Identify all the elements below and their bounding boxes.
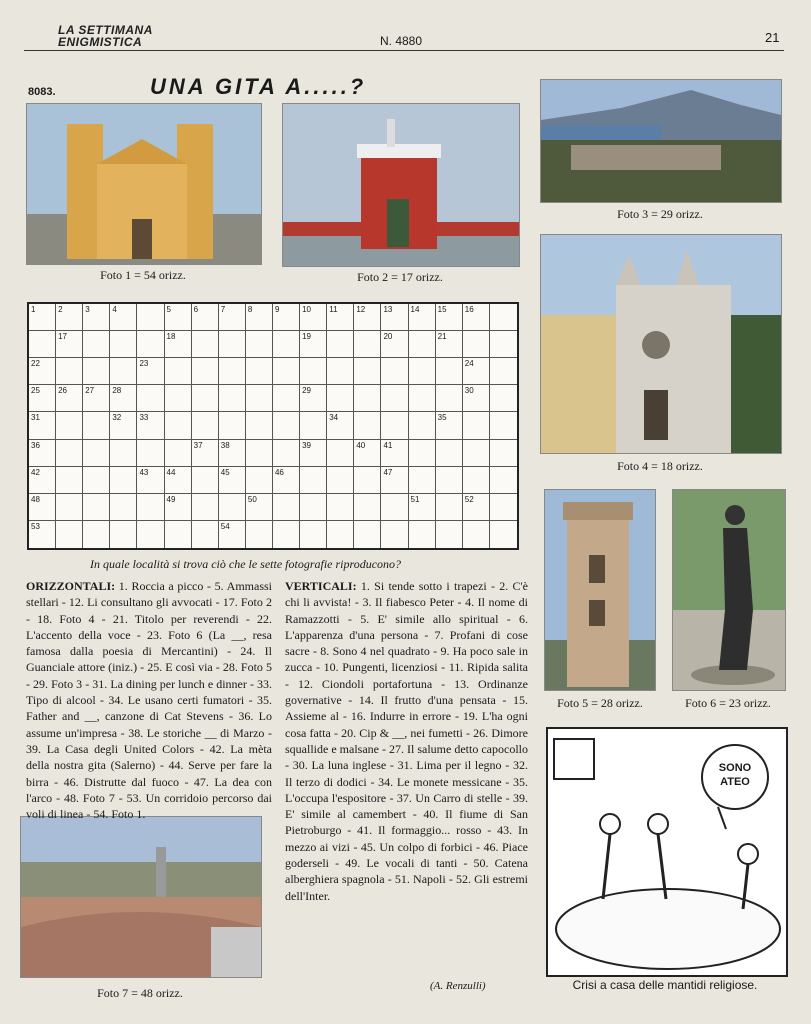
grid-cell: [463, 412, 490, 439]
grid-cell: [83, 304, 110, 331]
grid-cell-number: 44: [166, 467, 176, 477]
author-credit: (A. Renzulli): [430, 980, 486, 992]
grid-cell-number: 31: [31, 413, 40, 423]
gothic-church-photo: [541, 235, 781, 453]
grid-cell: [327, 467, 354, 494]
grid-cell: [463, 331, 490, 358]
grid-cell: [246, 304, 273, 331]
grid-cell: [381, 494, 408, 521]
grid-cell: [165, 331, 192, 358]
grid-cell-number: 28: [112, 386, 122, 396]
grid-cell: [381, 331, 408, 358]
grid-cell-number: 49: [166, 494, 176, 504]
grid-cell: [56, 467, 83, 494]
grid-cell-number: 34: [329, 413, 339, 423]
grid-cell: [29, 331, 56, 358]
grid-cell-number: 2: [58, 305, 63, 314]
masthead: [58, 24, 153, 48]
grid-cell-number: 52: [464, 494, 474, 504]
crossword-grid: [27, 302, 519, 550]
grid-cell-number: 19: [302, 332, 312, 342]
grid-cell: [137, 358, 164, 385]
grid-cell: [354, 440, 381, 467]
grid-cell-number: 40: [356, 440, 366, 450]
photo-7-caption: Foto 7 = 48 orizz.: [97, 986, 183, 1000]
grid-cell-number: 21: [437, 332, 447, 342]
grid-cell: [219, 412, 246, 439]
grid-cell: [165, 304, 192, 331]
grid-cell: [273, 494, 300, 521]
cartoon: [546, 727, 788, 977]
cartoon-caption: Crisi a casa delle mantidi religiose.: [572, 978, 758, 992]
grid-cell: [137, 521, 164, 548]
grid-cell: [273, 331, 300, 358]
grid-cell: [490, 440, 517, 467]
grid-cell-number: 39: [302, 440, 312, 450]
grid-cell-number: 8: [247, 305, 253, 314]
verticali-text: 1. Si tende sotto i trapezi - 2. C'è chi li avvista! - 3. Il fiabesco Peter - 4. Il nome di Ramazzotti - 5. E' simile allo spiritual - 6. L'apparenza d'una persona - 7. Profani di cose sacre - 8. Sono 4 nel quadrato - 9. Ha poco sale in zucca - 10. Pungenti, licenziosi - 11. Ripida salita - 12. Ciondoli portafortuna - 13. Ordinanze governative - 14. Il frutto d'una pensata - 15. Assieme al - 16. Indurre in errore - 19. L'ha ogni cosa fatta - 20. Cip & __, nei fumetti - 26. Dimore squallide e malsane - 27. Il salume detto capocollo - 30. La luna inglese - 31. Lima per il legno - 32. Il terzo di dodici - 34. Le monete messicane - 35. L'occupa l'espositore - 37. Un Carro di stelle - 39. E' simile al camembert - 40. Il fiume di San Pietroburgo - 41. Il formaggio... rosso - 43. In mezzo ai vizi - 45. Un colpo di forbici - 46. Piace goderseli - 49. Le vocali di tanti - 50. Catena alberghiera spagnola - 51. Napoli - 52. Gli estremi dell'Inter.: [285, 579, 529, 903]
grid-cell-number: 33: [139, 413, 149, 423]
photo-5-caption: Foto 5 = 28 orizz.: [557, 696, 643, 710]
grid-cell-number: 24: [464, 359, 474, 369]
grid-cell: [110, 521, 137, 548]
photo-4: [540, 234, 782, 454]
grid-cell-number: 51: [410, 494, 420, 504]
grid-cell: [83, 358, 110, 385]
grid-cell: [83, 385, 110, 412]
grid-cell: [300, 521, 327, 548]
grid-cell-number: 4: [112, 305, 117, 314]
grid-cell: [381, 385, 408, 412]
grid-cell: [300, 358, 327, 385]
grid-cell: [110, 385, 137, 412]
grid-cell-number: 25: [31, 386, 40, 396]
grid-cell: [192, 521, 219, 548]
grid-cell: [56, 385, 83, 412]
photo-1: [26, 103, 262, 265]
grid-cell: [354, 385, 381, 412]
grid-cell-number: 6: [193, 305, 199, 314]
grid-cell: [463, 467, 490, 494]
grid-cell-number: 54: [220, 521, 230, 531]
grid-cell: [219, 331, 246, 358]
grid-cell: [327, 358, 354, 385]
grid-cell: [273, 385, 300, 412]
grid-cell: [463, 358, 490, 385]
grid-cell: [409, 467, 436, 494]
grid-cell: [246, 331, 273, 358]
photo-3-caption: Foto 3 = 29 orizz.: [617, 207, 703, 221]
grid-cell: [300, 331, 327, 358]
photo-4-caption: Foto 4 = 18 orizz.: [617, 459, 703, 473]
grid-cell: [327, 331, 354, 358]
grid-cell: [436, 358, 463, 385]
grid-cell: [56, 521, 83, 548]
grid-cell: [463, 385, 490, 412]
masthead-line2: ENIGMISTICA: [58, 35, 143, 49]
grid-cell: [110, 358, 137, 385]
grid-cell: [354, 358, 381, 385]
grid-cell: [436, 331, 463, 358]
grid-cell: [165, 494, 192, 521]
grid-cell-number: 13: [383, 305, 393, 314]
grid-cell: [110, 412, 137, 439]
grid-cell-number: 47: [383, 467, 393, 477]
grid-cell-number: 37: [193, 440, 203, 450]
clues-column-1: [26, 578, 273, 822]
grid-cell: [381, 521, 408, 548]
grid-cell: [300, 304, 327, 331]
grid-cell: [29, 412, 56, 439]
grid-cell: [300, 385, 327, 412]
grid-cell: [83, 412, 110, 439]
grid-cell: [165, 467, 192, 494]
grid-cell-number: 7: [220, 305, 226, 314]
photo-1-caption: Foto 1 = 54 orizz.: [100, 268, 186, 282]
grid-cell-number: 27: [85, 386, 95, 396]
grid-cell: [137, 440, 164, 467]
grid-cell: [327, 494, 354, 521]
grid-cell: [29, 440, 56, 467]
grid-cell-number: 3: [85, 305, 90, 314]
grid-cell: [273, 358, 300, 385]
grid-cell: [327, 412, 354, 439]
grid-cell: [246, 494, 273, 521]
grid-cell: [463, 494, 490, 521]
grid-cell: [110, 304, 137, 331]
grid-cell: [29, 358, 56, 385]
grid-cell: [354, 412, 381, 439]
grid-cell: [56, 358, 83, 385]
grid-cell: [327, 304, 354, 331]
grid-cell: [436, 304, 463, 331]
grid-cell: [436, 467, 463, 494]
grid-cell: [463, 304, 490, 331]
grid-cell: [463, 521, 490, 548]
grid-cell: [354, 494, 381, 521]
amphitheatre-square-photo: [21, 817, 261, 977]
grid-cell: [490, 467, 517, 494]
grid-cell: [354, 521, 381, 548]
woman-statue-photo: [673, 490, 785, 690]
grid-cell: [29, 494, 56, 521]
grid-cell: [192, 412, 219, 439]
grid-cell: [246, 412, 273, 439]
grid-cell: [192, 467, 219, 494]
grid-cell: [165, 385, 192, 412]
grid-cell: [273, 440, 300, 467]
grid-cell-number: 43: [139, 467, 149, 477]
coastal-town-photo: [541, 80, 781, 202]
grid-cell-number: 23: [139, 359, 149, 369]
grid-cell: [83, 440, 110, 467]
grid-cell-number: 46: [274, 467, 284, 477]
grid-cell: [409, 412, 436, 439]
photo-7: [20, 816, 262, 978]
grid-cell: [436, 385, 463, 412]
clues-column-2: [285, 578, 528, 990]
puzzle-question: In quale località si trova ciò che le sette fotografie riproducono?: [90, 557, 402, 571]
grid-cell: [165, 358, 192, 385]
grid-cell: [137, 304, 164, 331]
grid-cell-number: 10: [302, 305, 312, 314]
grid-cell: [354, 304, 381, 331]
grid-cell: [490, 521, 517, 548]
grid-cell: [273, 467, 300, 494]
grid-cell: [137, 494, 164, 521]
grid-cell: [436, 494, 463, 521]
grid-cell: [354, 467, 381, 494]
photo-3: [540, 79, 782, 203]
grid-cell: [246, 440, 273, 467]
grid-cell: [409, 521, 436, 548]
grid-cell-number: 17: [58, 332, 68, 342]
grid-cell: [490, 385, 517, 412]
orizzontali-heading: ORIZZONTALI:: [26, 579, 116, 593]
grid-cell: [381, 440, 408, 467]
grid-cell-number: 32: [112, 413, 122, 423]
grid-cell-number: 26: [58, 386, 68, 396]
grid-cell-number: 36: [31, 440, 40, 450]
grid-cell: [381, 358, 408, 385]
grid-cell: [192, 358, 219, 385]
grid-cell: [409, 440, 436, 467]
grid-cell-number: 38: [220, 440, 230, 450]
grid-cell: [219, 494, 246, 521]
grid-cell: [490, 358, 517, 385]
grid-cell: [219, 385, 246, 412]
grid-cell: [110, 440, 137, 467]
grid-cell: [219, 467, 246, 494]
grid-cell: [56, 331, 83, 358]
grid-cell: [490, 412, 517, 439]
grid-cell: [409, 385, 436, 412]
grid-cell: [381, 412, 408, 439]
grid-cell-number: 45: [220, 467, 230, 477]
grid-cell-number: 1: [31, 305, 36, 314]
grid-cell-number: 16: [464, 305, 474, 314]
church-twin-towers-photo: [27, 104, 261, 264]
grid-cell: [29, 467, 56, 494]
puzzle-title: UNA GITA A.....?: [150, 74, 367, 99]
grid-cell: [219, 304, 246, 331]
grid-cell: [219, 440, 246, 467]
grid-cell-number: 35: [437, 413, 447, 423]
grid-cell: [300, 467, 327, 494]
grid-cell: [219, 521, 246, 548]
grid-cell: [436, 440, 463, 467]
grid-cell: [110, 494, 137, 521]
grid-cell: [246, 358, 273, 385]
grid-cell: [29, 385, 56, 412]
grid-cell: [300, 494, 327, 521]
grid-cell: [56, 494, 83, 521]
grid-cell: [409, 331, 436, 358]
grid-cell: [56, 412, 83, 439]
photo-6: [672, 489, 786, 691]
grid-cell-number: 42: [31, 467, 40, 477]
grid-cell: [137, 467, 164, 494]
grid-cell: [246, 467, 273, 494]
grid-cell: [192, 385, 219, 412]
grid-cell: [83, 521, 110, 548]
grid-cell-number: 15: [437, 305, 447, 314]
grid-cell: [165, 412, 192, 439]
grid-cell: [192, 331, 219, 358]
lighthouse-tower-photo: [283, 104, 519, 266]
puzzle-number: 8083.: [28, 86, 56, 98]
photo-6-caption: Foto 6 = 23 orizz.: [685, 696, 771, 710]
grid-cell-number: 20: [383, 332, 393, 342]
grid-cell: [246, 521, 273, 548]
verticali-heading: VERTICALI:: [285, 579, 357, 593]
grid-cell-number: 9: [274, 305, 280, 314]
photo-2-caption: Foto 2 = 17 orizz.: [357, 270, 443, 284]
grid-cell: [192, 494, 219, 521]
grid-cell: [436, 521, 463, 548]
grid-cell-number: 41: [383, 440, 393, 450]
grid-cell: [56, 304, 83, 331]
grid-cell: [463, 440, 490, 467]
grid-cell-number: 22: [31, 359, 40, 369]
grid-cell: [110, 331, 137, 358]
grid-cell: [300, 412, 327, 439]
grid-cell-number: 53: [31, 521, 40, 531]
grid-cell: [409, 494, 436, 521]
grid-cell: [327, 440, 354, 467]
grid-cell: [29, 304, 56, 331]
speech-bubble-text: SONO ATEO: [718, 762, 752, 788]
grid-cell: [300, 440, 327, 467]
grid-cell: [137, 385, 164, 412]
grid-cell: [192, 440, 219, 467]
grid-cell-number: 29: [302, 386, 312, 396]
orizzontali-text: 1. Roccia a picco - 5. Ammassi stellari - 12. Li consultano gli avvocati - 17. Foto 2 - 18. Foto 4 - 21. Titolo per reverendi - 22. L'accento della voce - 23. Foto 6 (La __, resa famosa dalla poesia di Mercantini) - 24. Il Guanciale attore (iniz.) - 25. E così via - 28. Foto 5 - 29. Foto 3 - 31. La dining per lunch e dinner - 33. Tipo di alcool - 34. Le usano certi fumatori - 35. Father and __, canzone di Cat Stevens - 36. Lo assume un'impresa - 38. Le storiche __ di Marzo - 39. La Casa degli United Colors - 42. La mèta della nostra gita (Salerno) - 44. Serve per fare la birra - 46. Distrutte dal fuoco - 47. La dea con l'arco - 48. Foto 7 - 53. Un corridoio percorso dai voli di linea - 54. Foto 1.: [26, 579, 273, 822]
grid-cell: [354, 331, 381, 358]
grid-cell: [83, 494, 110, 521]
grid-cell: [137, 331, 164, 358]
grid-cell: [490, 304, 517, 331]
grid-cell-number: 18: [166, 332, 176, 342]
header-rule: [24, 50, 784, 51]
grid-cell-number: 30: [464, 386, 474, 396]
grid-cell: [409, 304, 436, 331]
issue-number: N. 4880: [380, 34, 423, 48]
grid-cell: [165, 440, 192, 467]
page-number: 21: [765, 30, 780, 45]
grid-cell: [273, 304, 300, 331]
masthead-line1: LA SETTIMANA: [58, 23, 153, 37]
clock-tower-photo: [545, 490, 655, 690]
grid-cell: [165, 521, 192, 548]
grid-cell: [409, 358, 436, 385]
grid-cell: [273, 521, 300, 548]
photo-2: [282, 103, 520, 267]
photo-5: [544, 489, 656, 691]
grid-cell: [327, 385, 354, 412]
grid-cell: [246, 385, 273, 412]
grid-cell: [381, 304, 408, 331]
grid-cell: [29, 521, 56, 548]
grid-cell-number: 50: [247, 494, 257, 504]
grid-cell: [83, 331, 110, 358]
grid-cell: [137, 412, 164, 439]
grid-cell: [490, 331, 517, 358]
grid-cell: [192, 304, 219, 331]
grid-cell: [381, 467, 408, 494]
grid-cell-number: 11: [329, 305, 338, 314]
grid-cell: [110, 467, 137, 494]
grid-cell: [436, 412, 463, 439]
grid-cell-number: 5: [166, 305, 171, 314]
grid-cell-number: 14: [410, 305, 420, 314]
grid-cell: [56, 440, 83, 467]
grid-cell-number: 48: [31, 494, 40, 504]
grid-cell: [83, 467, 110, 494]
grid-cell-number: 12: [356, 305, 366, 314]
grid-cell: [327, 521, 354, 548]
grid-cell: [490, 494, 517, 521]
grid-cell: [219, 358, 246, 385]
grid-cell: [273, 412, 300, 439]
